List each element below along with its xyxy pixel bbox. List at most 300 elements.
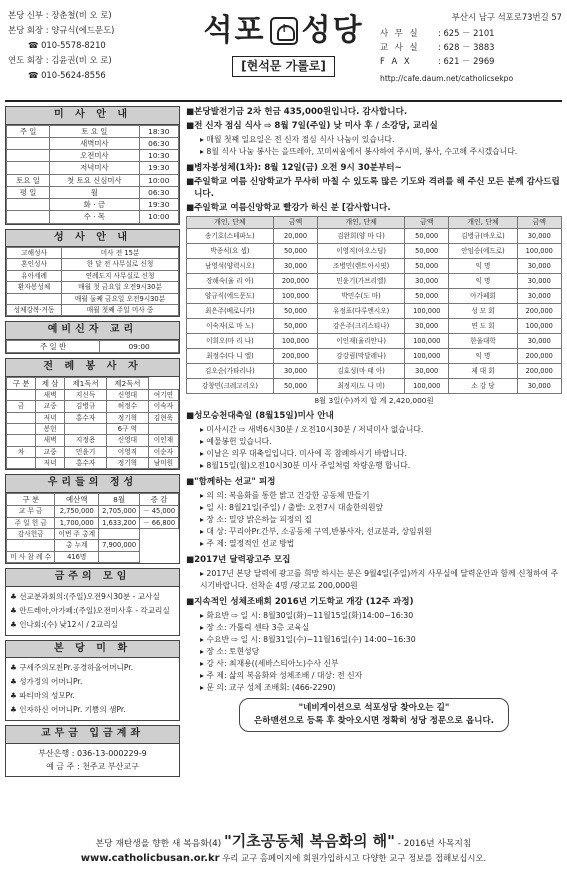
thanks-header-cell: 개인, 단체 (318, 217, 405, 229)
server-row (7, 446, 179, 457)
thanks-cell: 30,000 (273, 363, 317, 378)
notice-item (186, 106, 562, 118)
patron-subtitle: [현석문 가롤로] (232, 56, 335, 77)
thanks-row (187, 378, 562, 393)
server-row (7, 423, 179, 434)
server-row (7, 401, 179, 412)
meetings-list (6, 587, 179, 635)
server-cell: 홍수자 (65, 458, 107, 469)
thanks-cell: 이영직(아오스딩) (318, 243, 405, 258)
server-header-cell: 제2독서 (107, 377, 149, 389)
notice-item (186, 554, 562, 566)
offering-cell: 총 누계 (55, 540, 99, 551)
server-cell: 허정수 (107, 401, 149, 412)
mass-cell: 10:00 (139, 211, 178, 223)
notice-item (186, 202, 562, 214)
server-cell: 이영직 (107, 446, 149, 457)
notice-item (186, 476, 562, 488)
notice-line: ▸ 일 시: 8월21일(주일) / 출발: 오전7시 대솔한의원앞 (200, 502, 562, 514)
server-header-cell: 제1독서 (65, 377, 107, 389)
mass-row (7, 186, 179, 198)
notice-marker-icon: ■ (186, 555, 195, 565)
staff-line: 본당 신부 : 장춘철(비 오 로) (8, 10, 112, 20)
account-title: 교무금 입금계좌 (6, 726, 179, 744)
notice-sublist (186, 490, 562, 550)
notices (186, 106, 562, 214)
sacrament-row (7, 270, 179, 281)
notice-line: ▸ 장 소: 가톨릭 센타 3층 교육실 (200, 622, 562, 634)
server-cell: 차 (7, 446, 36, 457)
sacrament-cell: 혼인성사 (7, 259, 62, 270)
staff-phone: ☎ 010-5624-8556 (28, 70, 106, 80)
thanks-cell: 연 도 회 (449, 318, 517, 333)
mass-cell (7, 162, 50, 174)
server-cell (7, 423, 36, 434)
mass-cell: 수 · 목 (50, 211, 139, 223)
contact-row: 사 무 실 : 625 － 2101 (380, 28, 495, 38)
mass-row (7, 150, 179, 162)
notice-marker-icon: ■ (186, 177, 195, 187)
thanks-cell: 이인재(율리안나) (318, 333, 405, 348)
thanks-cell: 50,000 (404, 243, 448, 258)
mass-cell: 06:30 (139, 186, 178, 198)
notice-marker-icon: ■ (186, 107, 195, 117)
sacrament-cell: 매월 둘째 금요일 오전9시30분 (62, 293, 179, 304)
thanks-cell: 성 모 회 (449, 303, 517, 318)
notice-line: ▸ 장 소: 토현성당 (200, 646, 562, 658)
server-cell: 남미원 (148, 458, 178, 469)
mass-title: 미 사 안 내 (6, 107, 179, 125)
thanks-cell: 민윤기(가브리엘) (318, 273, 405, 288)
notices-lower (186, 410, 562, 694)
notice-item (186, 596, 562, 608)
staff-line: 본당 회장 : 양규식(에드문도) (8, 25, 115, 35)
notice-sublist (186, 424, 562, 472)
thanks-cell: 200,000 (273, 348, 317, 363)
notice-line: ▸ 의 의: 복음화를 통한 밝고 건강한 공동체 만들기 (200, 490, 562, 502)
mass-cell: 주 일 (7, 125, 50, 137)
sacrament-row (7, 282, 179, 293)
offering-cell: － 66,800 (140, 517, 179, 528)
mass-cell: 19:30 (139, 162, 178, 174)
mass-cell (7, 150, 50, 162)
notice-item (186, 120, 562, 132)
contact-row: F A X : 621 － 2969 (380, 56, 495, 66)
server-cell: 민윤기 (65, 446, 107, 457)
mass-row (7, 137, 179, 149)
thanks-cell: 200,000 (517, 363, 561, 378)
thanks-cell: 아가페회 (449, 288, 517, 303)
server-cell: 신영대 (107, 389, 149, 400)
thanks-cell: 박종식(요 셉) (187, 243, 274, 258)
contact-row: 교 사 실 : 628 － 3883 (380, 42, 495, 52)
server-cell: 김병규 (65, 401, 107, 412)
notice-marker-icon: ■ (186, 121, 195, 131)
offering-header-cell: 구 분 (7, 493, 55, 505)
server-cell: 홍수자 (65, 412, 107, 423)
thanks-cell: 익 명 (449, 348, 517, 363)
mass-cell: 화 · 금 (50, 199, 139, 211)
server-header-cell: 구 분 (7, 377, 36, 389)
thanks-row (187, 273, 562, 288)
notice-title: 주일학교 여름 신앙학교가 무사히 마칠 수 있도록 많은 기도와 격려를 해 주신 모든 분께 감사드립니다. (194, 177, 560, 199)
header-divider (5, 100, 562, 102)
notice-sublist (186, 134, 562, 158)
server-head (7, 377, 179, 389)
memorial-item: ♣ 파티마의 성모Pr. (10, 691, 75, 700)
thanks-cell: 100,000 (404, 348, 448, 363)
thanks-cell: 안임승(에드로) (449, 243, 517, 258)
offering-table (6, 493, 179, 563)
thanks-cell: 30,000 (517, 378, 561, 393)
mass-cell: 저녁미사 (50, 162, 139, 174)
mass-cell: 오전미사 (50, 150, 139, 162)
thanks-cell: 100,000 (404, 333, 448, 348)
server-cell: 교중 (36, 446, 65, 457)
thanks-cell: 100,000 (404, 303, 448, 318)
server-cell: 새벽 (36, 389, 65, 400)
thanks-row (187, 333, 562, 348)
sacrament-cell: 환자봉성체 (7, 282, 62, 293)
mass-cell: 06:30 (139, 137, 178, 149)
notice-line: ▸ 대 상: 꾸리아Pr.간부, 소공동체 구역,반봉사자, 선교분과, 상임위원 (200, 526, 562, 538)
thanks-cell: 50,000 (273, 243, 317, 258)
offering-cell: 416명 (55, 551, 99, 562)
notice-line: ▸ 문 의: 교구 성체 조배회: (466-2290) (200, 682, 562, 694)
weekly-meetings (5, 568, 180, 636)
thanks-cell: 50,000 (404, 228, 448, 243)
server-cell: 정기혁 (107, 412, 149, 423)
server-cell: 봉헌 (36, 423, 65, 434)
thanks-cell: 200,000 (517, 303, 561, 318)
thanks-cell: 김오순(가타리나) (187, 363, 274, 378)
sacrament-cell: 매월 첫 금요일 오전9시30분 (62, 282, 179, 293)
server-header-cell: 제 삼 (36, 377, 65, 389)
thanks-cell: 최은주(베로니카) (187, 303, 274, 318)
mass-cell: 10:00 (139, 174, 178, 186)
notice-line: ▸ 화요반 ⇨ 일 시: 8월30일(화)~11월15일(화)14:00~16:30 (200, 610, 562, 622)
thanks-cell: 30,000 (404, 273, 448, 288)
offering-cell (7, 540, 55, 551)
thanks-row (187, 303, 562, 318)
notice-title: 지속적인 성체조배회 2016년 기도학교 개강 (12주 과정) (194, 597, 414, 607)
thanks-row (187, 243, 562, 258)
left-column (5, 106, 180, 781)
offering-row (7, 506, 179, 517)
offering-row (7, 517, 179, 528)
masthead (196, 12, 371, 77)
sacrament-info (5, 229, 180, 318)
offering-cell: － 45,000 (140, 506, 179, 517)
server-cell: 정기혁 (107, 458, 149, 469)
notice-line: ▸ 이날은 의무 대축일입니다. 미사에 꼭 참례하시기 바랍니다. (200, 448, 562, 460)
notice-line: ▸ 주 제: 삶의 복음화와 성체조배 / 대상: 전 신자 (200, 670, 562, 682)
sacrament-table (6, 247, 179, 316)
thanks-header-cell: 금액 (404, 217, 448, 229)
thanks-cell: 익 명 (449, 258, 517, 273)
thanks-cell: 50,000 (273, 378, 317, 393)
meeting-item: ♣ 인나회:(수) 낮12시 / 2교리실 (10, 619, 119, 629)
staff-phone: ☎ 010-5578-8210 (28, 40, 106, 50)
thanks-cell: 김완희(양 마 다) (318, 228, 405, 243)
server-cell: 이인재 (148, 435, 178, 446)
church-logo-icon (270, 17, 298, 45)
thanks-cell: 강창민(크레고리오) (187, 378, 274, 393)
notice-item (186, 410, 562, 422)
footer-site: www.catholicbusan.or.kr 우리 교구 홈페이지에 회원가입하시고 다양한 교구 정보를 접해보십시오. (80, 853, 487, 864)
server-cell: 6구 역 (107, 423, 149, 434)
offering-title: 우리들의 정성 (6, 475, 179, 493)
thanks-header-cell: 금액 (273, 217, 317, 229)
thanks-cell: 30,000 (517, 333, 561, 348)
meetings-title: 금주의 모임 (6, 569, 179, 587)
offering-cell: 7,900,000 (99, 540, 140, 551)
thanks-cell: 김효성(마 태 아) (318, 363, 405, 378)
server-cell (7, 458, 36, 469)
thanks-cell: 이숙자(로 마 노) (187, 318, 274, 333)
offering-cell: 주 일 헌 금 (7, 517, 55, 528)
notice-marker-icon: ■ (186, 477, 195, 487)
server-cell (7, 435, 36, 446)
server-cell (148, 423, 178, 434)
mass-cell: 평 일 (7, 186, 50, 198)
thanks-table (186, 216, 562, 394)
notice-marker-icon: ■ (186, 411, 195, 421)
thanks-cell: 양규식(에드문도) (187, 288, 274, 303)
thanks-total: 8월 3일(수)까지 합 계 2,420,000원 (314, 395, 434, 405)
memorial-list (6, 658, 179, 720)
offering-cell: 이번 주 총계 (55, 528, 99, 539)
liturgy-servers (5, 358, 180, 470)
mass-row (7, 125, 179, 137)
mass-cell: 18:30 (139, 125, 178, 137)
thanks-cell: 30,000 (404, 318, 448, 333)
sacrament-cell: 연례도지 사무실로 신청 (62, 270, 179, 281)
notice-line: ▸ 매월 첫째 일요일은 전 신자 점심 식사 나눔이 있습니다. (200, 134, 562, 146)
catechumen-class (5, 321, 180, 354)
servers-title: 전 례 봉 사 자 (6, 359, 179, 377)
sacrament-row (7, 304, 179, 315)
sacrament-cell: 고해성사 (7, 248, 62, 259)
offering-header-cell: 8월 (99, 493, 140, 505)
notice-title: "함께하는 선교" 피정 (194, 477, 276, 487)
offering-cell: 교 무 금 (7, 506, 55, 517)
meeting-item: ♣ 안드레아,아가페:(주일)오전미사후 - 각교리실 (10, 605, 170, 615)
thanks-row (187, 258, 562, 273)
thanks-cell: 조병민(렌트아시핏) (318, 258, 405, 273)
notice-sublist (186, 610, 562, 694)
server-row (7, 389, 179, 400)
notice-marker-icon: ■ (186, 597, 195, 607)
sacrament-row (7, 293, 179, 304)
sacrament-title: 성 사 안 내 (6, 230, 179, 248)
thanks-cell: 박민수(도 마) (318, 288, 405, 303)
account-box (5, 725, 180, 777)
offering-head (7, 493, 179, 505)
thanks-cell: 익 명 (449, 273, 517, 288)
server-cell: 저녁 (36, 412, 65, 423)
mass-row (7, 211, 179, 223)
notice-line: ▸ 강 사: 최재용((세바스티아노)수사 신부 (200, 658, 562, 670)
sacrament-row (7, 259, 179, 270)
server-cell: 저녁 (36, 458, 65, 469)
thanks-row (187, 288, 562, 303)
mass-schedule (5, 106, 180, 225)
notice-marker-icon: ■ (186, 163, 195, 173)
thanks-cell: 한울대학 (449, 333, 517, 348)
thanks-cell: 강은주(크리스티나) (318, 318, 405, 333)
thanks-row (187, 363, 562, 378)
server-cell (7, 389, 36, 400)
sacrament-cell (7, 293, 62, 304)
thanks-cell: 유정표(다루엔시오) (318, 303, 405, 318)
mass-row (7, 162, 179, 174)
thanks-cell: 50,000 (404, 288, 448, 303)
thanks-cell: 100,000 (404, 378, 448, 393)
directions-banner: "네비게이션으로 석포성당 찾아오는 길" 은하맨션으로 등록 후 찾아오시면 정확히 성당 정문으로 옵니다. (239, 698, 509, 732)
mass-cell: 월 (50, 186, 139, 198)
thanks-header-cell: 개인, 단체 (449, 217, 517, 229)
footer-motto: 본당 재탄생을 향한 새 복음화(4) "기초공동체 복음화의 해" - 2016년 사목지침 (95, 832, 472, 850)
sacrament-cell: 매월 첫째 주일 미사 중 (62, 304, 179, 315)
mass-row (7, 199, 179, 211)
offering-cell: 1,633,200 (99, 517, 140, 528)
mass-cell (7, 199, 50, 211)
thanks-cell: 장해숙(율 리 아) (187, 273, 274, 288)
notice-marker-icon: ■ (186, 203, 195, 213)
staff-line: 연도 회장 : 김윤권(비 오 로) (8, 55, 112, 65)
notice-line: ▸ 주 제: 열정적인 선교 방법 (200, 538, 562, 550)
thanks-cell: 100,000 (517, 243, 561, 258)
server-row (7, 458, 179, 469)
thanks-row (187, 348, 562, 363)
offering-cell: 2,750,000 (55, 506, 99, 517)
thanks-cell: 이희오(마 리 나) (187, 333, 274, 348)
thanks-cell: 최정수(다 니 엘) (187, 348, 274, 363)
thanks-cell: 50,000 (273, 303, 317, 318)
thanks-cell: 30,000 (517, 273, 561, 288)
thanks-cell: 송기호(스테파노) (187, 228, 274, 243)
thanks-cell: 30,000 (517, 228, 561, 243)
server-cell: 금 (7, 401, 36, 412)
offering-header-cell: 증 감 (140, 493, 179, 505)
address: 부산시 남구 석포로73번길 57 (451, 12, 562, 22)
memorial-item: ♣ 성가정의 어머니Pr. (10, 677, 83, 686)
thanks-header-cell: 금액 (517, 217, 561, 229)
sacrament-cell: 성체강복·거동 (7, 304, 62, 315)
notice-item (186, 162, 562, 174)
mass-cell: 토요 일 (7, 174, 50, 186)
mass-row (7, 174, 179, 186)
thanks-cell: 100,000 (273, 333, 317, 348)
sacrament-cell: 미사 전 15분 (62, 248, 179, 259)
cafe-link[interactable]: http://cafe.daum.net/catholicsekpo (380, 74, 514, 83)
thanks-cell: 강강림(막달레나) (318, 348, 405, 363)
thanks-cell: 최정저(도 나 미) (318, 378, 405, 393)
notice-item (186, 176, 562, 200)
server-cell: 지정용 (65, 435, 107, 446)
offering-cell: 1,700,000 (55, 517, 99, 528)
right-column (186, 106, 562, 732)
offering-cell (99, 551, 140, 562)
thanks-cell: 100,000 (273, 288, 317, 303)
offering-row (7, 540, 179, 551)
memorial-box (5, 640, 180, 722)
server-cell: 새벽 (36, 435, 65, 446)
notice-title: 병자봉성체(1차): 8월 12일(금) 오전 9시 30분부터~ (194, 163, 402, 173)
meeting-item: ♣ 선교분과회의:(주일)오전9시30분 - 교사실 (10, 591, 160, 601)
memorial-title: 본 당 미 화 (6, 641, 179, 659)
account-info: 부산은행 : 036-13-000229-9 예 금 주 : 천주교 부산교구 (38, 748, 147, 771)
server-cell: 이순자 (148, 446, 178, 457)
server-cell: 이숙자 (148, 401, 178, 412)
memorial-item: ♣ 인자하신 어머니Pr. 기쁨의 샘Pr. (10, 705, 126, 714)
notice-title: 주일학교 여름신앙학교 빨강가 하신 분 [감사합니다. (194, 203, 391, 213)
server-cell: 김현욱 (148, 412, 178, 423)
server-cell: 여기연 (148, 389, 178, 400)
server-cell: 지신득 (65, 389, 107, 400)
server-row (7, 412, 179, 423)
thanks-cell: 20,000 (273, 228, 317, 243)
offering-row (7, 528, 179, 539)
thanks-row (187, 318, 562, 333)
notice-line: ▸ 예물봉헌 있습니다. (200, 436, 562, 448)
notice-title: 2017년 달력광고주 모집 (194, 555, 291, 565)
notice-line: ▸ 수요반 ⇨ 일 시: 8월31일(수)~11월16일(수) 14:00~16:30 (200, 634, 562, 646)
diocese-link[interactable]: www.catholicbusan.or.kr (80, 853, 220, 864)
offering-header-cell: 예산액 (55, 493, 99, 505)
thanks-cell: 남영석(양력시오) (187, 258, 274, 273)
mass-cell: 새벽미사 (50, 137, 139, 149)
thanks-cell: 30,000 (404, 363, 448, 378)
mass-cell (7, 211, 50, 223)
servers-table (6, 377, 179, 470)
church-title: 석포 ✝ 성당 (196, 12, 371, 50)
mass-table (6, 125, 179, 224)
notice-line: ▸ 미사시간 ⇨ 새벽6시30분 / 오전10시30분 / 저녁미사 없습니다. (200, 424, 562, 436)
mass-cell: 10:30 (139, 150, 178, 162)
notice-line: ▸ 장 소: 밀양 밝은하늘 피정의 집 (200, 514, 562, 526)
offering-cell (99, 528, 140, 539)
server-cell (7, 412, 36, 423)
thanks-cell: 김병규(바오로) (449, 228, 517, 243)
mass-cell (7, 137, 50, 149)
offering-row (7, 551, 179, 562)
offering-cell: 감사헌금 (7, 528, 55, 539)
notice-title: 성모승천대축일 (8월15일)미사 안내 (194, 411, 334, 421)
mass-cell: 첫 토요 신심미사 (50, 174, 139, 186)
thanks-cell: 100,000 (517, 318, 561, 333)
server-row (7, 435, 179, 446)
notice-line: ▸ 8월 식사 나눔 봉사는 을뜨레아, 꼬미씨움에서 봉사하여 주시며, 봉사, 수고해 주시겠습니다. (200, 146, 562, 158)
thanks-cell: 제 대 회 (449, 363, 517, 378)
notice-line: ▸ 2017년 본당 달력에 광고를 희망 하시는 분은 9월4일(주일)까지 사무실에 달력운안과 함께 신청하여 주시기바랍니다. 선착순 4명 /광고료 200,000원 (200, 568, 562, 592)
server-cell (65, 423, 107, 434)
thanks-header-cell: 개인, 단체 (187, 217, 274, 229)
thanks-cell: 30,000 (517, 258, 561, 273)
thanks-cell: 200,000 (273, 273, 317, 288)
sacrament-cell: 한 달 전 사무실로 신청 (62, 259, 179, 270)
catechumen-title: 예비신자 교리 (6, 322, 179, 340)
offering-cell: 미 사 참 례 수 (7, 551, 55, 562)
server-cell: 신영대 (107, 435, 149, 446)
sacrament-cell: 유아세례 (7, 270, 62, 281)
thanks-cell: 200,000 (517, 348, 561, 363)
thanks-cell: 50,000 (273, 318, 317, 333)
notice-line: ▸ 8월15일(월)오전10시30분 미사 주일처럼 차량운행 합니다. (200, 460, 562, 472)
catechumen-table: 주 일 반 09:00 (6, 340, 179, 353)
thanks-cell: 소 강 당 (449, 378, 517, 393)
